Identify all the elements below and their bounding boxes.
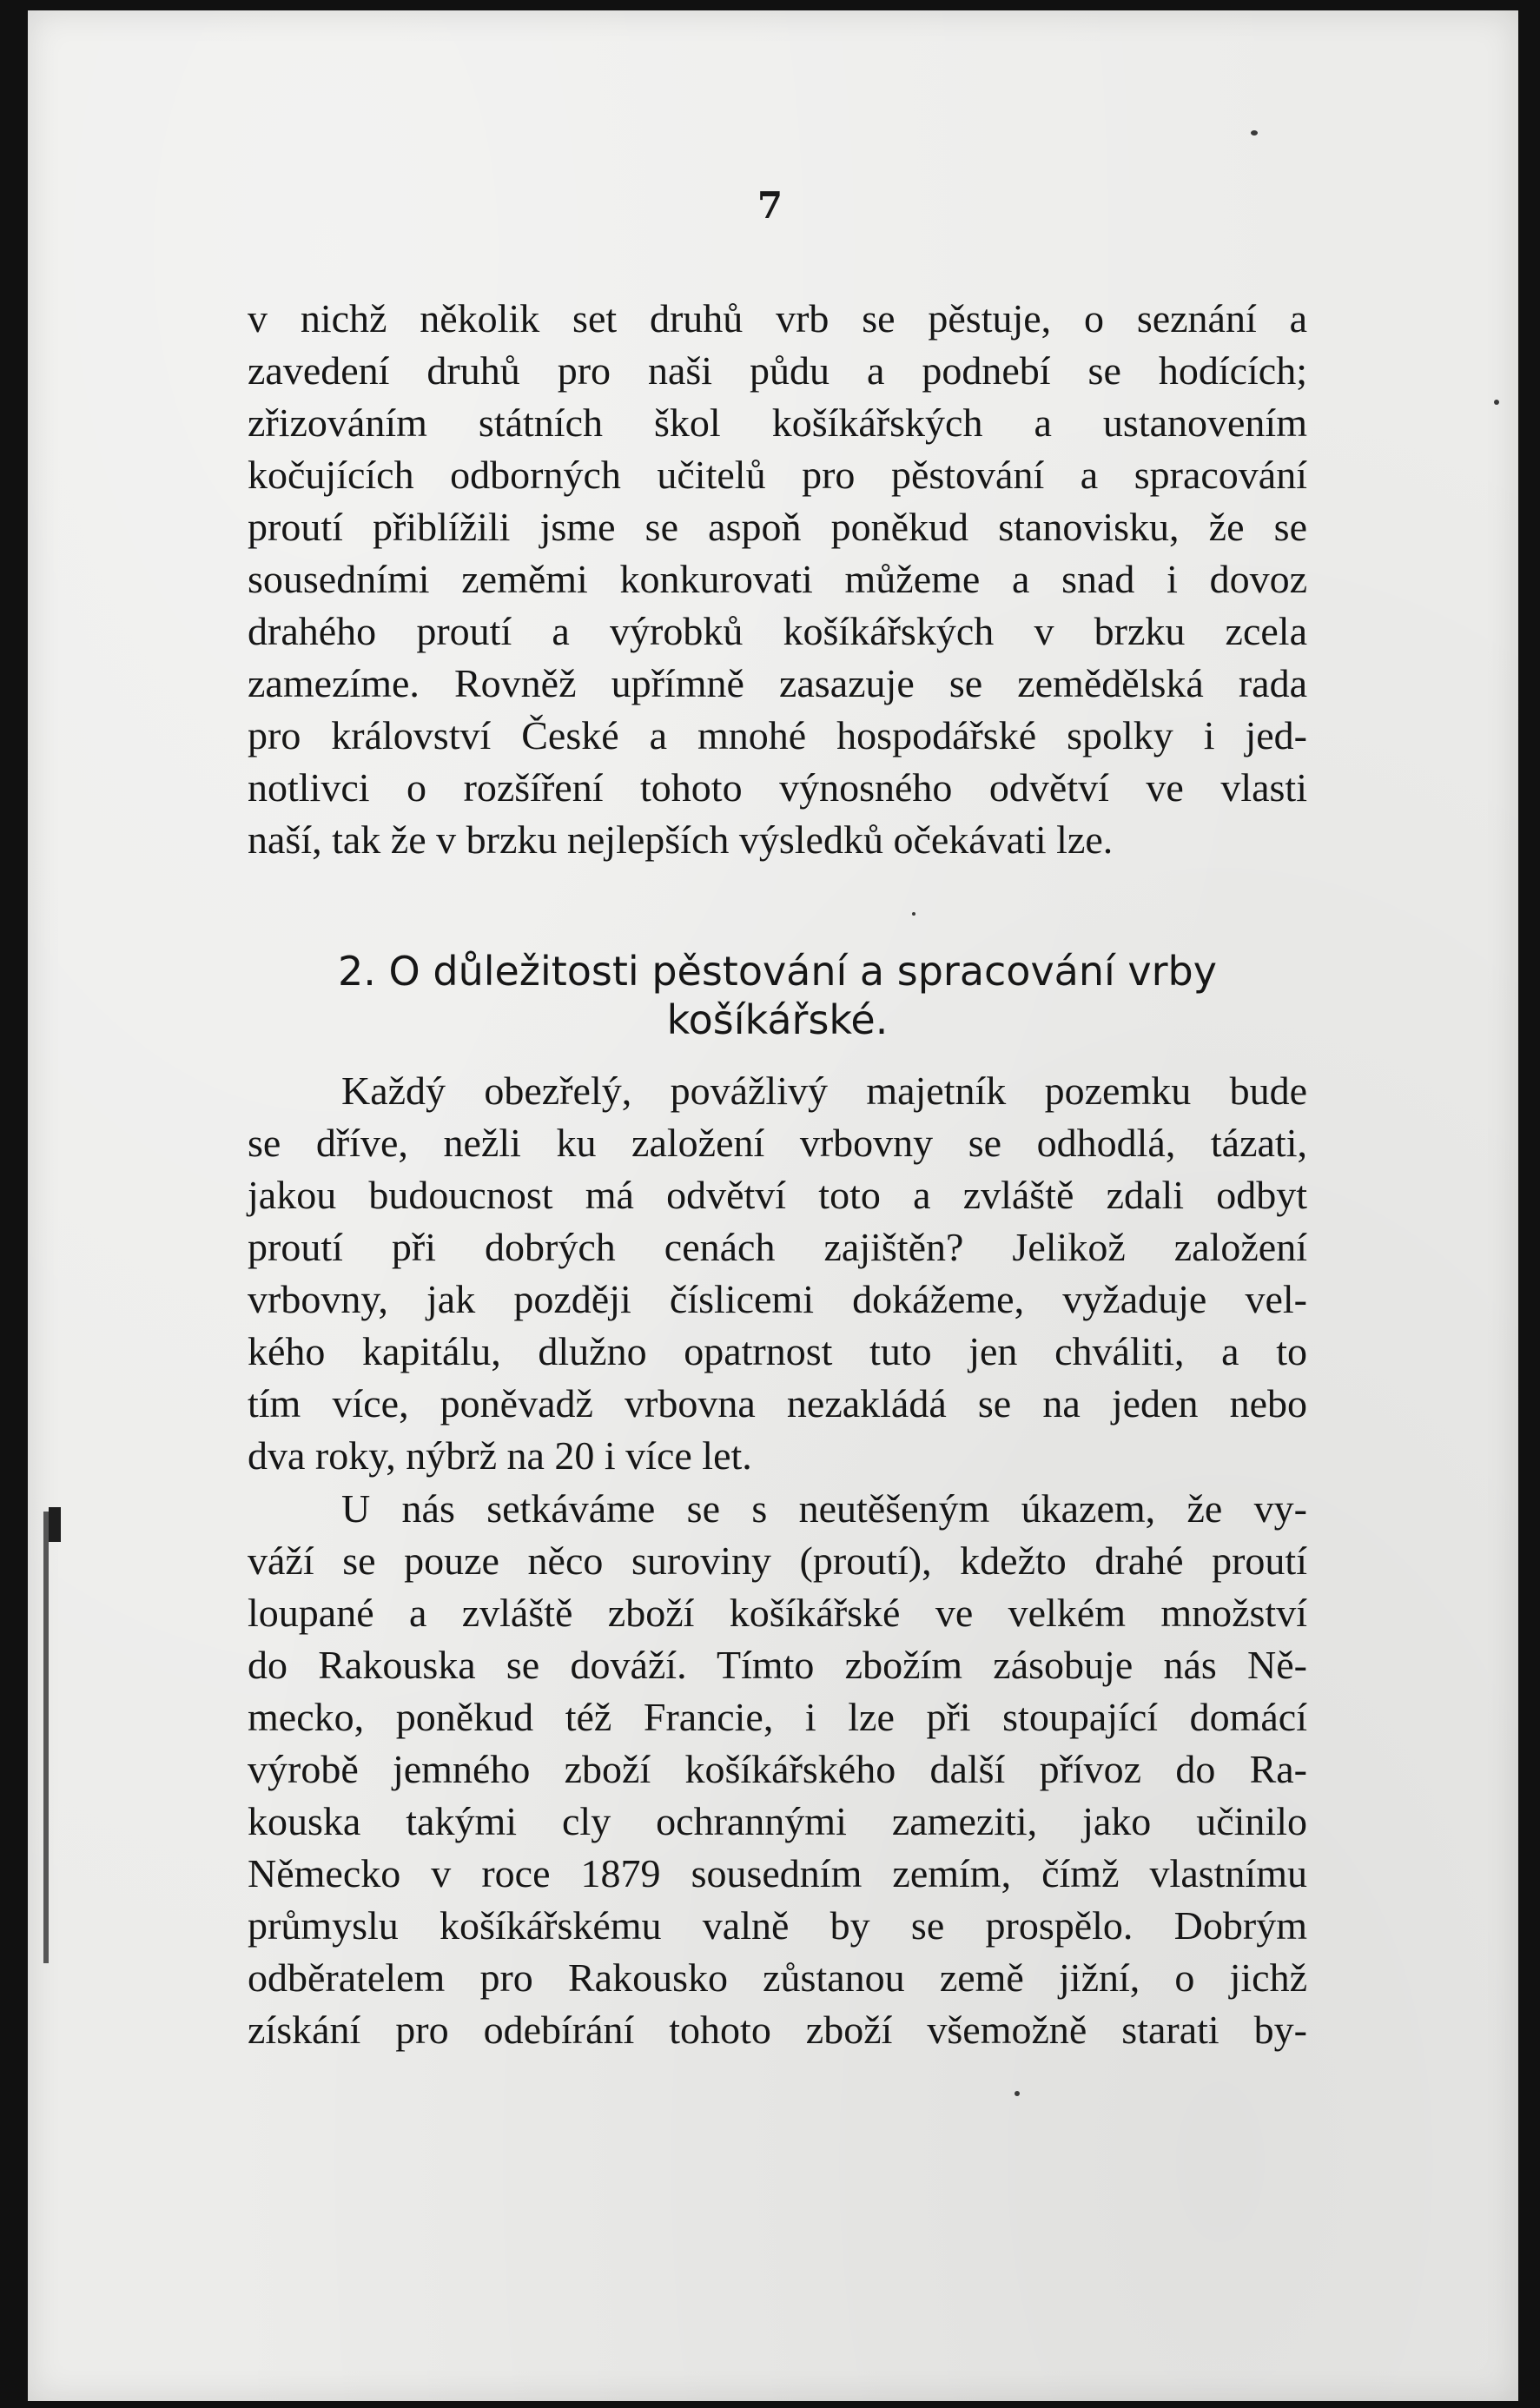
paper-speck bbox=[1015, 2091, 1020, 2096]
text-line: se dříve, nežli ku založení vrbovny se odhodlá, tázati, bbox=[248, 1121, 1307, 1165]
text-line: jakou budoucnost má odvětví toto a zvláště zdali odbyt bbox=[248, 1173, 1307, 1217]
text-line: proutí při dobrých cenách zajištěn? Jelikož založení bbox=[248, 1225, 1307, 1269]
text-line: zamezíme. Rovněž upřímně zasazuje se zemědělská rada bbox=[248, 661, 1307, 705]
text-line: tím více, poněvadž vrbovna nezakládá se na jeden nebo bbox=[248, 1381, 1307, 1426]
text-line: dva roky, nýbrž na 20 i více let. bbox=[248, 1433, 752, 1478]
text-line: průmyslu košíkářskému valně by se prospělo. Dobrým bbox=[248, 1903, 1307, 1948]
text-line: v nichž několik set druhů vrb se pěstuje, o seznání a bbox=[248, 296, 1307, 341]
text-line: výrobě jemného zboží košíkářského další přívoz do Ra- bbox=[248, 1747, 1307, 1791]
text-line: zřizováním státních škol košíkářských a ustanovením bbox=[248, 400, 1307, 445]
paragraph-3 bbox=[248, 1483, 1307, 2056]
text-line: proutí přiblížili jsme se aspoň poněkud stanovisku, že se bbox=[248, 505, 1307, 549]
text-line: pro království České a mnohé hospodářské spolky i jed- bbox=[248, 713, 1307, 757]
paragraph-1 bbox=[248, 293, 1307, 866]
text-line: získání pro odebírání tohoto zboží všemožně starati by- bbox=[248, 2008, 1307, 2052]
text-line: Německo v roce 1879 sousedním zemím, čímž vlastnímu bbox=[248, 1851, 1307, 1895]
page-number: 7 bbox=[757, 184, 783, 227]
text-line: kouska takými cly ochrannými zameziti, jako učinilo bbox=[248, 1799, 1307, 1843]
text-line: sousedními zeměmi konkurovati můžeme a snad i dovoz bbox=[248, 557, 1307, 601]
text-line: U nás setkáváme se s neutěšeným úkazem, že vy- bbox=[341, 1486, 1307, 1531]
text-line: notlivci o rozšíření tohoto výnosného odvětví ve vlasti bbox=[248, 765, 1307, 810]
heading-line: košíkářské. bbox=[666, 996, 889, 1043]
text-line: naší, tak že v brzku nejlepších výsledků očekávati lze. bbox=[248, 817, 1114, 862]
text-line: vrbovny, jak později číslicemi dokážeme, vyžaduje vel- bbox=[248, 1277, 1307, 1321]
section-heading bbox=[248, 947, 1307, 1044]
text-line: zavedení druhů pro naši půdu a podnebí se hodících; bbox=[248, 348, 1307, 393]
text-line: kočujících odborných učitelů pro pěstování a spracování bbox=[248, 453, 1307, 497]
text-line: do Rakouska se dováží. Tímto zbožím zásobuje nás Ně- bbox=[248, 1643, 1307, 1687]
paper-speck bbox=[1251, 130, 1258, 136]
paper-speck bbox=[1494, 400, 1499, 405]
paper-speck bbox=[912, 912, 915, 916]
binding-mark bbox=[43, 1512, 49, 1963]
text-line: odběratelem pro Rakousko zůstanou země jižní, o jichž bbox=[248, 1955, 1307, 2000]
binding-mark bbox=[49, 1507, 61, 1542]
text-line: mecko, poněkud též Francie, i lze při stoupající domácí bbox=[248, 1695, 1307, 1739]
text-line: loupané a zvláště zboží košíkářské ve velkém množství bbox=[248, 1591, 1307, 1635]
text-line: kého kapitálu, dlužno opatrnost tuto jen chváliti, a to bbox=[248, 1329, 1307, 1373]
text-line: drahého proutí a výrobků košíkářských v brzku zcela bbox=[248, 609, 1307, 653]
text-line: Každý obezřelý, povážlivý majetník pozemku bude bbox=[341, 1068, 1307, 1113]
heading-line: 2. O důležitosti pěstování a spracování vrby bbox=[338, 948, 1217, 995]
paragraph-2 bbox=[248, 1065, 1307, 1482]
text-line: váží se pouze něco suroviny (proutí), kdežto drahé proutí bbox=[248, 1538, 1307, 1583]
